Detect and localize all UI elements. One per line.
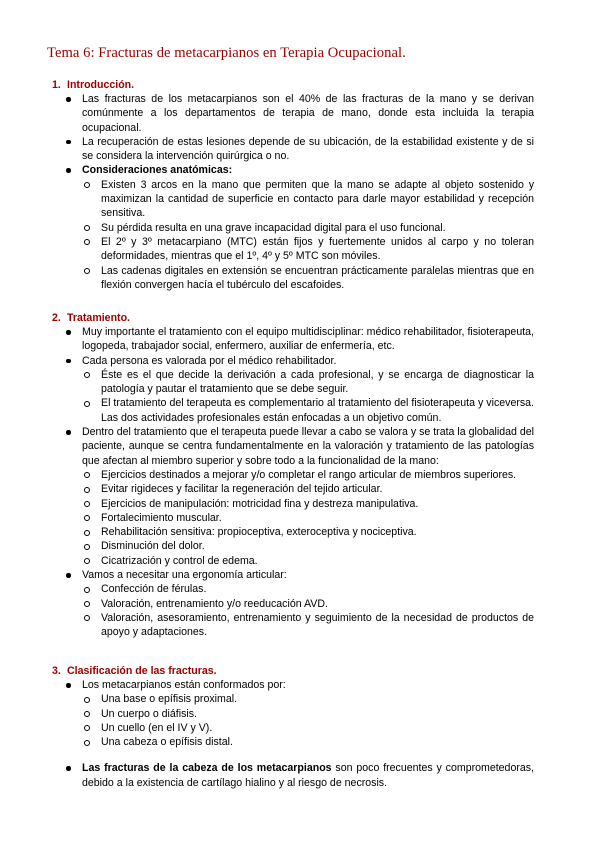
sub-list-item — [101, 525, 534, 539]
sub-list-item — [101, 611, 534, 640]
item-text: Su pérdida resulta en una grave incapacidad digital para el uso funcional. — [101, 221, 446, 234]
item-text: son poco frecuentes y comprometedoras, debido a la existencia de cartílago hialino y al riesgo de necrosis. — [82, 762, 534, 789]
circle-bullet-icon — [84, 587, 90, 593]
item-text: Rehabilitación sensitiva: propioceptiva, exteroceptiva y nociceptiva. — [101, 526, 417, 539]
sub-list-item — [101, 511, 534, 525]
item-text: Evitar rigideces y facilitar la regeneración del tejido articular. — [101, 483, 383, 496]
section-2 — [52, 311, 572, 640]
bullet-icon — [66, 330, 71, 335]
item-text: El 2º y 3º metacarpiano (MTC) están fijos y fuertemente unidos al carpo y no toleran deformidades, mientras que el 1º, 4º y 5º MTC son móviles. — [101, 235, 534, 263]
list-item — [82, 135, 534, 164]
list-item — [82, 425, 534, 468]
item-text: Una base o epífisis proximal. — [101, 693, 238, 706]
circle-bullet-icon — [84, 601, 90, 607]
item-text: Valoración, entrenamiento y/o reeducación AVD. — [101, 597, 328, 610]
list-item — [82, 678, 534, 692]
list-item — [82, 761, 534, 790]
list-item — [82, 163, 534, 177]
circle-bullet-icon — [84, 268, 90, 274]
bold-text: Consideraciones anatómicas: — [82, 164, 233, 177]
circle-bullet-icon — [84, 725, 90, 731]
section-heading — [52, 311, 572, 325]
circle-bullet-icon — [84, 697, 90, 703]
item-text: Un cuerpo o diáfisis. — [101, 707, 197, 720]
item-text: Éste es el que decide la derivación a cada profesional, y se encarga de diagnosticar la patología y pautar el tratamiento que se debe seguir. — [101, 368, 534, 396]
item-text: Cicatrización y control de edema. — [101, 554, 258, 567]
bullet-icon — [66, 168, 71, 173]
item-text: Existen 3 arcos en la mano que permiten que la mano se adapte al objeto sostenido y maximizan la cantidad de superficie en contacto para darle mayor estabilidad y recepción sensitiva. — [101, 178, 534, 220]
sub-list-item — [101, 707, 534, 721]
circle-bullet-icon — [84, 401, 90, 407]
item-text: Un cuello (en el IV y V). — [101, 721, 213, 734]
list-item — [82, 354, 534, 368]
section-1 — [52, 78, 572, 292]
circle-bullet-icon — [84, 544, 90, 550]
bullet-icon — [66, 97, 71, 102]
circle-bullet-icon — [84, 372, 90, 378]
circle-bullet-icon — [84, 558, 90, 564]
circle-bullet-icon — [84, 740, 90, 746]
item-text: Disminución del dolor. — [101, 540, 205, 553]
item-text: Ejercicios destinados a mejorar y/o completar el rango articular de miembros superiores. — [101, 468, 517, 481]
bullet-icon — [66, 430, 71, 435]
bullet-icon — [66, 573, 71, 578]
section-number: 2. — [52, 312, 61, 324]
sub-list-item — [101, 497, 534, 511]
sub-list-item — [101, 468, 534, 482]
sub-list-item — [101, 582, 534, 596]
item-text: Ejercicios de manipulación: motricidad fina y destreza manipulativa. — [101, 497, 419, 510]
bullet-icon — [66, 683, 71, 688]
section-number: 3. — [52, 665, 61, 677]
sub-list-item — [101, 692, 534, 706]
sub-list-item — [101, 597, 534, 611]
sub-list-item — [101, 482, 534, 496]
circle-bullet-icon — [84, 472, 90, 478]
section-heading-text: Clasificación de las fracturas. — [67, 665, 217, 677]
sub-list-item — [101, 235, 534, 264]
sub-list-item — [101, 735, 534, 749]
item-text: Las cadenas digitales en extensión se encuentran prácticamente paralelas mientras que en flexión convergen hacía el tubérculo del escafoides. — [101, 264, 534, 291]
bullet-icon — [66, 140, 71, 145]
section-heading-text: Introducción. — [67, 79, 135, 91]
circle-bullet-icon — [84, 515, 90, 521]
sub-list-item — [101, 221, 534, 235]
item-text: El tratamiento del terapeuta es complementario al tratamiento del fisioterapeuta y viceversa. Las dos actividades profesionales están enfocadas a un objetivo común. — [101, 397, 534, 424]
item-text: Confección de férulas. — [101, 583, 207, 596]
list-item — [82, 568, 534, 582]
page-title: Tema 6: Fracturas de metacarpianos en Terapia Ocupacional. — [47, 45, 406, 61]
circle-bullet-icon — [84, 711, 90, 717]
bullet-icon — [66, 359, 71, 364]
section-heading — [52, 78, 572, 92]
sub-list-item — [101, 178, 534, 221]
section-heading-text: Tratamiento. — [67, 312, 130, 324]
spacer — [52, 749, 572, 761]
sub-list-item — [101, 264, 534, 293]
circle-bullet-icon — [84, 225, 90, 231]
sub-list-item — [101, 721, 534, 735]
section-number: 1. — [52, 79, 61, 91]
item-text: Una cabeza o epífisis distal. — [101, 736, 233, 749]
item-text: Dentro del tratamiento que el terapeuta puede llevar a cabo se valora y se trata la globalidad del paciente, aunque se centra fundamentalmente en la valoración y tratamiento de las patologías que afectan al miembro superior y sobre todo a la funcionalidad de la mano: — [82, 426, 534, 467]
circle-bullet-icon — [84, 501, 90, 507]
list-item — [82, 325, 534, 354]
item-text: Valoración, asesoramiento, entrenamiento y seguimiento de la necesidad de productos de apoyo y adaptaciones. — [101, 611, 534, 639]
list-item — [82, 92, 534, 135]
item-text: Fortalecimiento muscular. — [101, 511, 222, 524]
item-text: Los metacarpianos están conformados por: — [82, 679, 286, 691]
section-heading — [52, 664, 572, 678]
bold-text: Las fracturas de la cabeza de los metacarpianos — [82, 762, 332, 775]
item-text: Cada persona es valorada por el médico rehabilitador. — [82, 354, 337, 367]
circle-bullet-icon — [84, 182, 90, 188]
item-text: Vamos a necesitar una ergonomía articular: — [82, 569, 287, 582]
sub-list-item — [101, 396, 534, 425]
item-text: Muy importante el tratamiento con el equipo multidisciplinar: médico rehabilitador, fisioterapeuta, logopeda, trabajador social, enfermero, auxiliar de enfermería, etc. — [82, 326, 534, 353]
sub-list-item — [101, 368, 534, 397]
item-text: Las fracturas de los metacarpianos son el 40% de las fracturas de la mano y se derivan comúnmente a los departamentos de terapia de mano, donde esta incluida la terapia ocupacional. — [82, 93, 534, 134]
section-3 — [52, 664, 572, 790]
sub-list-item — [101, 539, 534, 553]
circle-bullet-icon — [84, 239, 90, 245]
bullet-icon — [66, 766, 71, 771]
circle-bullet-icon — [84, 615, 90, 621]
item-text: La recuperación de estas lesiones depende de su ubicación, de la estabilidad existente y de si se considera la intervención quirúrgica o no. — [82, 135, 534, 163]
circle-bullet-icon — [84, 487, 90, 493]
sub-list-item — [101, 554, 534, 568]
circle-bullet-icon — [84, 530, 90, 536]
